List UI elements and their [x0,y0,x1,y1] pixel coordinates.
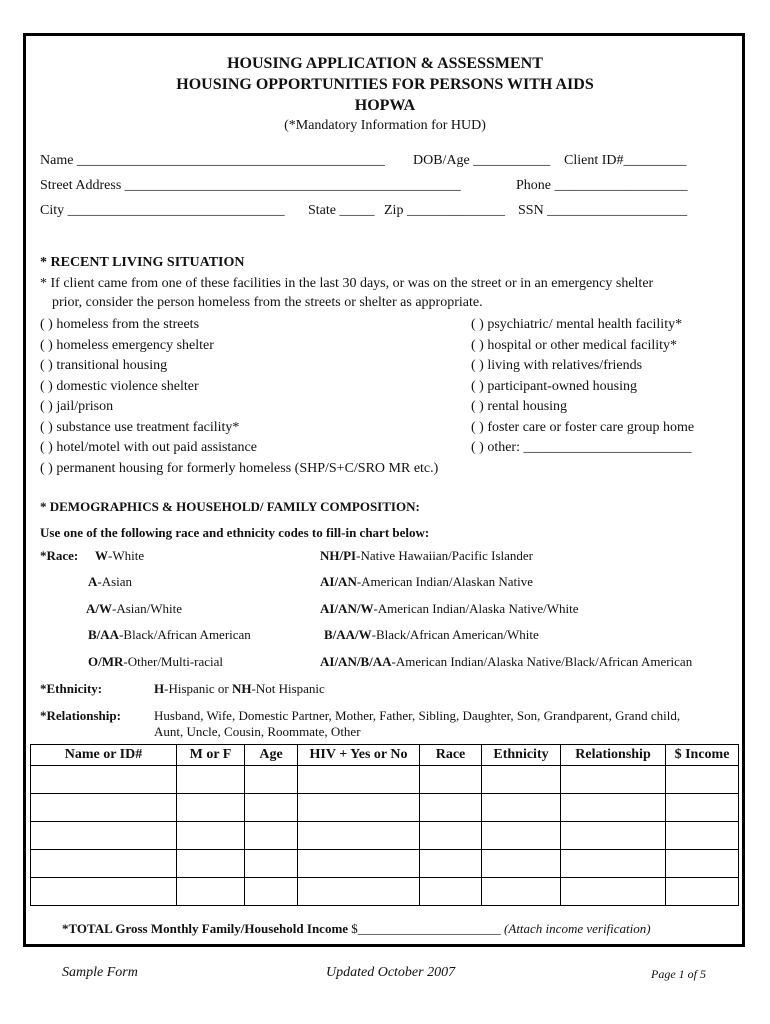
street-address-field[interactable]: Street Address ________________________________________________ [40,178,461,193]
table-row [31,878,739,906]
table-cell[interactable] [420,766,482,794]
living-option[interactable]: ( ) permanent housing for formerly homeless (SHP/S+C/SRO MR etc.) [40,461,439,476]
table-row [31,766,739,794]
table-cell[interactable] [420,794,482,822]
race-code-entry: AI/AN/W-American Indian/Alaska Native/White [320,601,579,616]
ethnicity-label: *Ethnicity: [40,681,103,696]
table-cell[interactable] [245,850,298,878]
table-cell[interactable] [298,794,420,822]
table-cell[interactable] [561,822,666,850]
program-name: HOPWA [354,97,416,114]
race-code-entry: B/AA-Black/African American [88,627,251,642]
relationship-label: *Relationship: [40,708,121,723]
column-header: Race [420,745,482,766]
table-cell[interactable] [298,850,420,878]
living-option[interactable]: ( ) substance use treatment facility* [40,420,240,435]
footer-sample-form: Sample Form [62,965,138,980]
table-cell[interactable] [420,822,482,850]
table-row [31,794,739,822]
table-cell[interactable] [177,878,245,906]
column-header: $ Income [666,745,739,766]
living-option[interactable]: ( ) domestic violence shelter [40,379,199,394]
form-subtitle: HOUSING OPPORTUNITIES FOR PERSONS WITH AIDS [176,76,594,93]
table-cell[interactable] [420,878,482,906]
codes-instructions: Use one of the following race and ethnicity codes to fill-in chart below: [40,525,430,540]
total-income-label: *TOTAL Gross Monthly Family/Household Income [62,921,349,936]
table-cell[interactable] [561,794,666,822]
column-header: Relationship [561,745,666,766]
city-field[interactable]: City _______________________________ [40,203,285,218]
race-code-entry: A-Asian [88,574,133,589]
phone-field[interactable]: Phone ___________________ [516,178,688,193]
table-cell[interactable] [666,878,739,906]
table-cell[interactable] [31,822,177,850]
table-cell[interactable] [298,822,420,850]
table-cell[interactable] [666,794,739,822]
table-cell[interactable] [561,878,666,906]
living-option[interactable]: ( ) foster care or foster care group home [471,420,695,435]
client-id-field[interactable]: Client ID#_________ [564,153,687,168]
living-option[interactable]: ( ) homeless emergency shelter [40,338,214,353]
table-cell[interactable] [482,822,561,850]
race-code-entry: W-White [95,548,145,563]
living-option[interactable]: ( ) participant-owned housing [471,379,638,394]
table-cell[interactable] [482,878,561,906]
table-cell[interactable] [31,766,177,794]
living-option[interactable]: ( ) psychiatric/ mental health facility* [471,317,683,332]
table-cell[interactable] [177,822,245,850]
table-cell[interactable] [482,766,561,794]
table-cell[interactable] [482,850,561,878]
column-header: Ethnicity [482,745,561,766]
table-row [31,850,739,878]
race-code-entry: NH/PI-Native Hawaiian/Pacific Islander [320,548,533,563]
column-header: Age [245,745,298,766]
zip-field[interactable]: Zip ______________ [384,203,505,218]
living-intro-line2: prior, consider the person homeless from the streets or shelter as appropriate. [52,295,483,310]
table-cell[interactable] [177,766,245,794]
table-cell[interactable] [298,766,420,794]
ssn-field[interactable]: SSN ____________________ [518,203,688,218]
table-cell[interactable] [561,850,666,878]
mandatory-note: (*Mandatory Information for HUD) [284,118,486,133]
table-cell[interactable] [666,766,739,794]
income-verification-note: (Attach income verification) [504,921,651,936]
relationship-options-line2: Aunt, Uncle, Cousin, Roommate, Other [154,724,361,739]
table-cell[interactable] [31,878,177,906]
ethnicity-codes: H-Hispanic or NH-Not Hispanic [154,681,325,696]
race-label: *Race: [40,548,79,563]
form-title: HOUSING APPLICATION & ASSESSMENT [227,55,543,72]
race-code-entry: AI/AN-American Indian/Alaskan Native [320,574,533,589]
table-cell[interactable] [561,766,666,794]
table-cell[interactable] [31,850,177,878]
table-cell[interactable] [420,850,482,878]
table-cell[interactable] [666,850,739,878]
living-option-other[interactable]: ( ) other: ________________________ [471,440,692,455]
race-code-entry: O/MR-Other/Multi-racial [88,654,224,669]
name-field[interactable]: Name ____________________________________________ [40,153,385,168]
table-cell[interactable] [298,878,420,906]
footer-page-number: Page 1 of 5 [651,967,706,981]
table-cell[interactable] [177,794,245,822]
table-row [31,822,739,850]
household-table [30,744,739,906]
dob-age-field[interactable]: DOB/Age ___________ [413,153,551,168]
relationship-options-line1: Husband, Wife, Domestic Partner, Mother, Father, Sibling, Daughter, Son, Grandparent, Grand child, [154,708,681,723]
living-option[interactable]: ( ) rental housing [471,399,568,414]
race-code-entry: A/W-Asian/White [86,601,183,616]
living-option[interactable]: ( ) homeless from the streets [40,317,200,332]
living-option[interactable]: ( ) transitional housing [40,358,168,373]
living-option[interactable]: ( ) living with relatives/friends [471,358,643,373]
total-income-field[interactable]: $______________________ [348,921,505,936]
demographics-heading: * DEMOGRAPHICS & HOUSEHOLD/ FAMILY COMPOSITION: [40,499,420,514]
column-header: Name or ID# [31,745,177,766]
table-header-row [31,745,739,766]
race-code-entry: B/AA/W-Black/African American/White [324,627,539,642]
living-option[interactable]: ( ) jail/prison [40,399,114,414]
table-cell[interactable] [31,794,177,822]
living-option[interactable]: ( ) hotel/motel with out paid assistance [40,440,257,455]
total-income-line [62,921,651,937]
living-situation-heading: * RECENT LIVING SITUATION [40,255,245,270]
race-code-entry: AI/AN/B/AA-American Indian/Alaska Native/Black/African American [320,654,693,669]
table-cell[interactable] [666,822,739,850]
table-cell[interactable] [245,794,298,822]
column-header: M or F [177,745,245,766]
footer-updated-date: Updated October 2007 [326,965,456,980]
table-cell[interactable] [482,794,561,822]
table-cell[interactable] [245,766,298,794]
table-cell[interactable] [245,878,298,906]
living-option[interactable]: ( ) hospital or other medical facility* [471,338,678,353]
state-field[interactable]: State _____ [308,203,375,218]
table-cell[interactable] [177,850,245,878]
column-header: HIV + Yes or No [298,745,420,766]
living-intro-line1: * If client came from one of these facilities in the last 30 days, or was on the street or in an emergency shelter [40,276,654,291]
table-cell[interactable] [245,822,298,850]
